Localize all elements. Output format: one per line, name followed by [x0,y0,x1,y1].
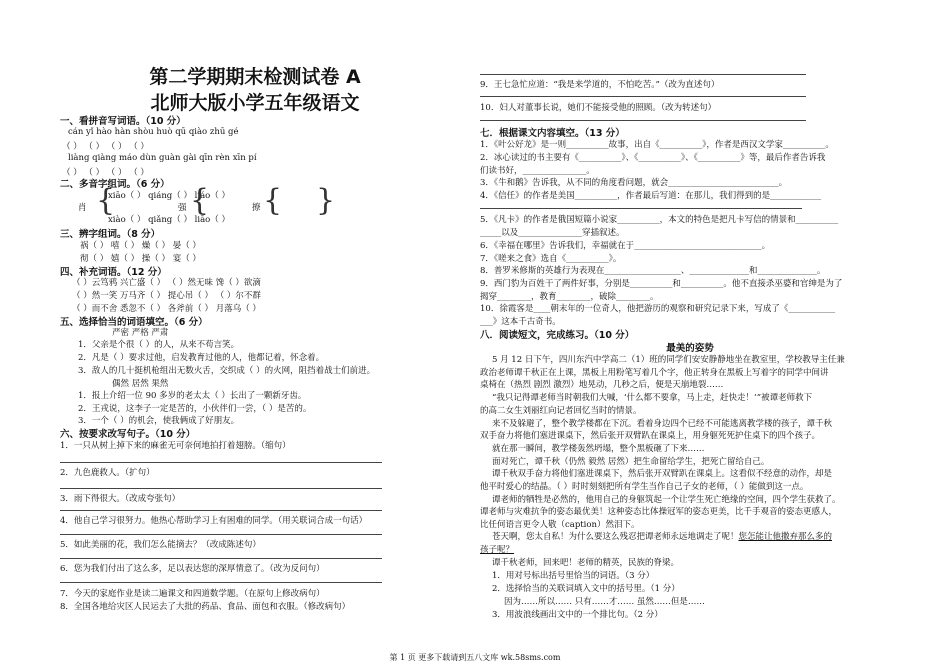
s7-q9a: 9．西门豹为百姓干了两件好事，分别是__________和__________。他不直接杀巫婆和官绅是为了 [480,279,843,289]
s7-q7: 7．《嗟来之食》选自《__________》。 [480,254,622,264]
passage-p8a [492,530,832,542]
s7-q5a: 5．《凡卡》的作者是俄国短篇小说家__________，本文的特色是把凡卡写信的情景和__________ [480,215,839,225]
answer-line[interactable] [60,510,382,511]
section6-heading: 六、按要求改写句子。（10 分） [60,429,196,440]
passage-p1a: 5 月 12 日下午，四川东汽中学高二（1）班的同学们安安静静地坐在教室里，学校教导主任兼 [492,355,845,365]
s1-pinyin-row1: cán yǐ hào hàn shòu huò qū qiào zhū gé [68,127,239,137]
s7-q5b: _____以及_______________穿插叙述。 [480,228,625,238]
rq10: 10．妇人对董事长说，她们不能接受他的照顾。（改为转述句） [480,103,717,113]
passage-p1c: 桌椅在（热烈 剧烈 激烈）地晃动，几秒之后，便是天崩地裂…… [480,380,724,390]
passage-p6a: 谭千秋双手奋力将他们塞进课桌下，然后张开双臂趴在课桌上。这看似不经意的动作，却是 [492,469,833,479]
answer-line[interactable] [480,74,806,75]
section7-heading: 七．根据课文内容填空。（13 分） [480,128,625,139]
s7-q3: 3．《牛和鹅》告诉我，从不同的角度看问题，就会__________________________。 [480,178,788,188]
s4-row2: （ ）然一笑 万马齐（ ） 提心吊（ ） （ ）尔不群 [72,291,261,301]
brace-icon: { [263,183,283,218]
section3-heading: 三、辨字组词。（8 分） [60,229,161,240]
s7-q2a: 2．冰心读过的书主要有《__________》、《__________》、《__________》等，最后作者告诉我 [480,153,826,163]
exam-title-line1: 第二学期期末检测试卷 A [149,66,361,88]
s7-q10a: 10．徐霞客是____朝末年的一位奇人，他把游历的观察和研究记录下来，写成了《___________ [480,304,836,314]
passage-p5: 面对死亡，谭千秋（仍然 毅然 居然）把生命留给学生，把死亡留给自己。 [492,457,770,467]
passage-p2a: “我只记得谭老师当时朝我们大喊，‘什么都不要拿，马上走，赶快走！’”被谭老师救下 [492,393,813,403]
passage-p8-underlined-cont: 孩子呢？ [480,545,515,555]
s1-pinyin-row2: liàng qiàng máo dùn guàn gài qīn rèn xīn pí [68,153,257,163]
s6-q7: 7．今天的家庭作业是读二遍课文和四道数学题。（在原句上修改病句） [60,589,325,599]
s2-char-qiang: 强 [178,203,187,213]
s7-q2b: 们读书好，_______________。 [480,166,595,176]
passage-p3a: 来不及躲避了，整个教学楼都在下沉。看着身边四个已经不可能逃离教学楼的孩子，谭千秋 [492,419,833,429]
section8-heading: 八．阅读短文，完成练习。（10 分） [480,330,635,341]
exercise-1: 1．用对号标出括号里恰当的词语。（3 分） [492,571,655,581]
s1-boxes-row2: （ ） （ ） （ ） （ ） [62,168,149,178]
answer-line[interactable] [60,582,382,583]
passage-title: 最美的姿势 [666,343,714,354]
passage-p7c: 比任何语言更令人敬（caption）然泪下。 [480,520,640,530]
answer-line[interactable] [60,488,382,489]
section4-heading: 四、补充词语。（12 分） [60,267,167,278]
answer-line[interactable] [480,96,806,97]
s5-q3: 3．敌人的几十挺机枪组出无数火舌，交织成（ ）的火网，阻挡着战士们前进。 [78,366,376,376]
rq9: 9．王七急忙应道：“我是来学道的，不怕吃苦。”（改为直述句） [480,80,720,90]
section5-heading: 五、选择恰当的词语填空。（6 分） [60,317,208,328]
s2-row1: xiāo（ ） qiáng（ ） liáo（ ） [108,191,230,201]
passage-p8-underlined: 您怎能让他撒弃那么多的 [738,532,833,542]
s6-q5: 5．如此美丽的花，我们怎么能摘去？（改成陈述句） [60,540,261,550]
s6-q4: 4．他自己学习很努力。他热心帮助学习上有困难的同学。（用关联词合成一句话） [60,516,368,526]
brace-icon: } [316,183,336,218]
s6-q6: 6．您为我们付出了这么多，足以表达您的深厚情意了。（改为反问句） [60,564,325,574]
s6-q2: 2．九色鹿救人。（扩句） [60,468,155,478]
answer-line[interactable] [480,208,802,209]
brace-icon: { [96,183,116,218]
s2-char-xiao: 肖 [78,203,87,213]
passage-p7a: 谭老师的牺牲是必然的，他用自己的身躯筑起一个让学生死亡绝缘的空间，四个学生获救了。 [492,495,841,505]
s5-q5: 2．王戎说，这李子一定是苦的，小伙伴们一尝，（ ）是苦的。 [78,404,312,414]
passage-p9: 谭千秋老师，回来吧！老师的精英，民族的脊梁。 [492,558,680,568]
s7-q9b: 揭穿________，教育________，破除________。 [480,292,659,302]
passage-p6b: 他平时爱心的结晶。（ ）时时刻刻把所有学生当作自己子女的老师，（ ）能做到这一点。 [480,482,809,492]
s7-q1: 1．《叶公好龙》是一则__________故事，出自《__________》，作者是西汉文学家__________。 [480,140,834,150]
answer-line[interactable] [60,534,382,535]
s6-q1: 1．一只从树上掉下来的麻雀无可奈何地拍打着翅膀。（缩句） [60,441,291,451]
s7-q10b: ___》这本千古奇书。 [480,317,561,327]
exam-title-line2: 北师大版小学五年级语文 [150,92,360,114]
s3-row2: 彻（ ） 嬉（ ） 操（ ） 宴（ ） [80,254,201,264]
passage-p2b: 的高二女生刘丽红向记者回忆当时的情景。 [480,406,642,416]
exercise-2: 2．选择恰当的关联词填入文中的括号里。（1 分） [492,584,680,594]
answer-line[interactable] [60,558,382,559]
s5-options1: 严密 严格 严肃 [112,328,169,338]
brace-icon: { [190,183,210,218]
s4-row3: （ ）而不舍 悉忽不（ ） 各斧前（ ） 月落乌（ ） [72,304,261,314]
answer-line[interactable] [60,462,382,463]
page-footer: 第 1 页 更多下载请到五八文库 wk.58sms.com [389,653,561,662]
s2-row3: xiào（ ） qiǎng（ ） liāo（ ） [108,215,230,225]
passage-p7b: 谭老师与灾难抗争的姿态最优美！这种姿态比体操冠军的姿态更美，比千手观音的姿态更感人， [480,507,838,517]
section2-heading: 二、多音字组词。（6 分） [60,179,170,190]
s5-q2: 2．凡是（ ）要求过他，启发教育过他的人，他都记着，怀念着。 [78,353,325,363]
passage-p1b: 政治老师谭千秋正在上课，黑板上用粉笔写着几个字，他正转身在黑板上写着字的同学中间讲 [480,368,829,378]
s2-char-liao: 撩 [252,203,261,213]
section1-heading: 一、看拼音写词语。（10 分） [60,116,186,127]
s4-row1: （ ）云笃鸦 兴亡盛（ ） （ ）然无味 馋（ ）欲滴 [72,278,261,288]
passage-p8-text: 苍天啊，您太自私！为什么要这么残忍把谭老师永远地调走了呢！ [492,532,739,542]
exercise-2-options: 因为……所以…… 只有……才…… 虽然……但是…… [504,597,705,607]
answer-line[interactable] [480,120,806,121]
s6-q8: 8．全国各地给灾区人民运去了大批的药品、食品、面包和衣服。（修改病句） [60,602,351,612]
exercise-3: 3．用波浪线画出文中的一个排比句。（2 分） [492,610,663,620]
passage-p3b: 双手奋力将他们塞进课桌下，然后张开双臂趴在课桌上，用身躯死死护住桌下的四个孩子。 [480,431,821,441]
s6-q3: 3．雨下得很大。（改成夸张句） [60,494,181,504]
s7-q4: 4．《信任》的作者是美国__________，作者最后写道：在那儿，我们得到的是____________ [480,191,822,201]
passage-p4: 就在那一瞬间，教学楼轰然坍塌，整个黑板砸了下来…… [492,444,705,454]
s5-q4: 1．报上介绍一位 90 多岁的老太太（ ）长出了一颗新牙齿。 [78,391,307,401]
s1-boxes-row1: （ ） （ ） （ ） （ ） [62,142,149,152]
s5-options2: 偶然 居然 果然 [112,379,169,389]
s7-q6: 6．《幸福在哪里》告诉我们，幸福就在于______________________________。 [480,241,771,251]
s5-q1: 1．父亲是个很（ ）的人，从来不苟言笑。 [78,340,240,350]
s3-row1: 祸（ ） 嘻（ ） 燥（ ） 晏（ ） [80,241,201,251]
s5-q6: 3．一个（ ）的机会，使我俩成了好朋友。 [78,416,240,426]
s7-q8: 8．普罗米修斯的英雄行为表现在__________________、______________和______________。 [480,266,826,276]
